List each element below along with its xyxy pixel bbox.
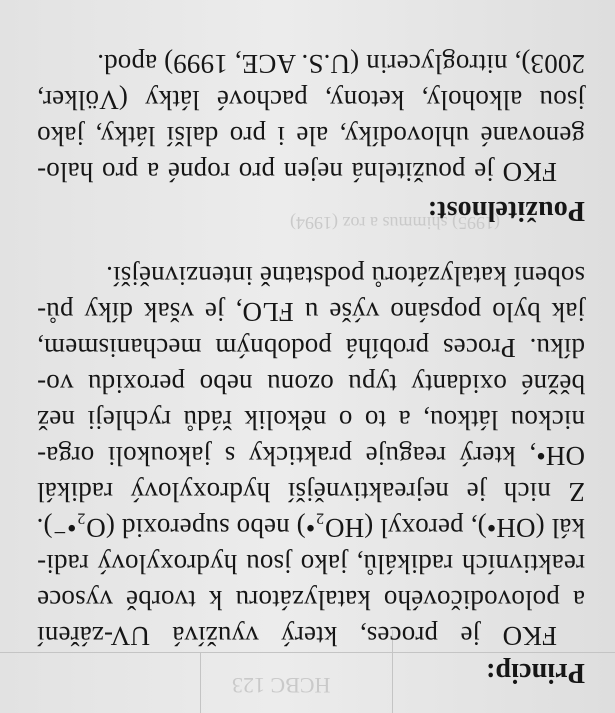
section-heading-princip: Princip: — [485, 657, 585, 688]
bleed-table-cell: HCBC 123 — [232, 673, 331, 698]
paragraph-line: genované uhlovodíky, ale i pro další látky, jako — [37, 121, 585, 151]
bleed-note: (1995) shimmus a roz (1994) — [290, 213, 500, 233]
paragraph-line: jak bylo popsáno výše u FLO, je však díky pů- — [37, 297, 585, 327]
paragraph-line: FKO je použitelná nejen pro ropné a pro halo- — [37, 157, 557, 187]
paragraph-line: nickou látkou, a to o několik řádů rychleji než — [37, 405, 585, 435]
paragraph-line: díku. Proces probíhá podobným mechanismem, — [37, 333, 585, 363]
paragraph-line: kál (OH•), peroxyl (HO₂•) nebo superoxid (O₂•⁻). — [36, 513, 585, 543]
paragraph-line: FKO je proces, který využívá UV-záření — [37, 621, 557, 651]
paragraph-line: OH•, který reaguje prakticky s jakoukoli orga- — [37, 441, 585, 471]
paragraph-line: sobení katalyzátorů podstatně intenzivnější. — [106, 261, 585, 291]
paragraph-line: Z nich je nejreaktivnější hydroxylový radikál — [37, 477, 585, 507]
paragraph-line: běžné oxidanty typu ozonu nebo peroxidu vo- — [37, 369, 585, 399]
paragraph-line: jsou alkoholy, ketony, pachové látky (Völker, — [37, 85, 585, 115]
paragraph-line: 2003), nitroglycerin (U.S. ACE, 1999) apod. — [97, 49, 585, 79]
section-heading-pouzitelnost: Použitelnost: — [427, 195, 585, 226]
paragraph-line: a polovodičového katalyzátoru k tvorbě vysoce — [37, 585, 585, 615]
paragraph-line: reaktivních radikálů, jako jsou hydroxylový radi- — [37, 549, 585, 579]
